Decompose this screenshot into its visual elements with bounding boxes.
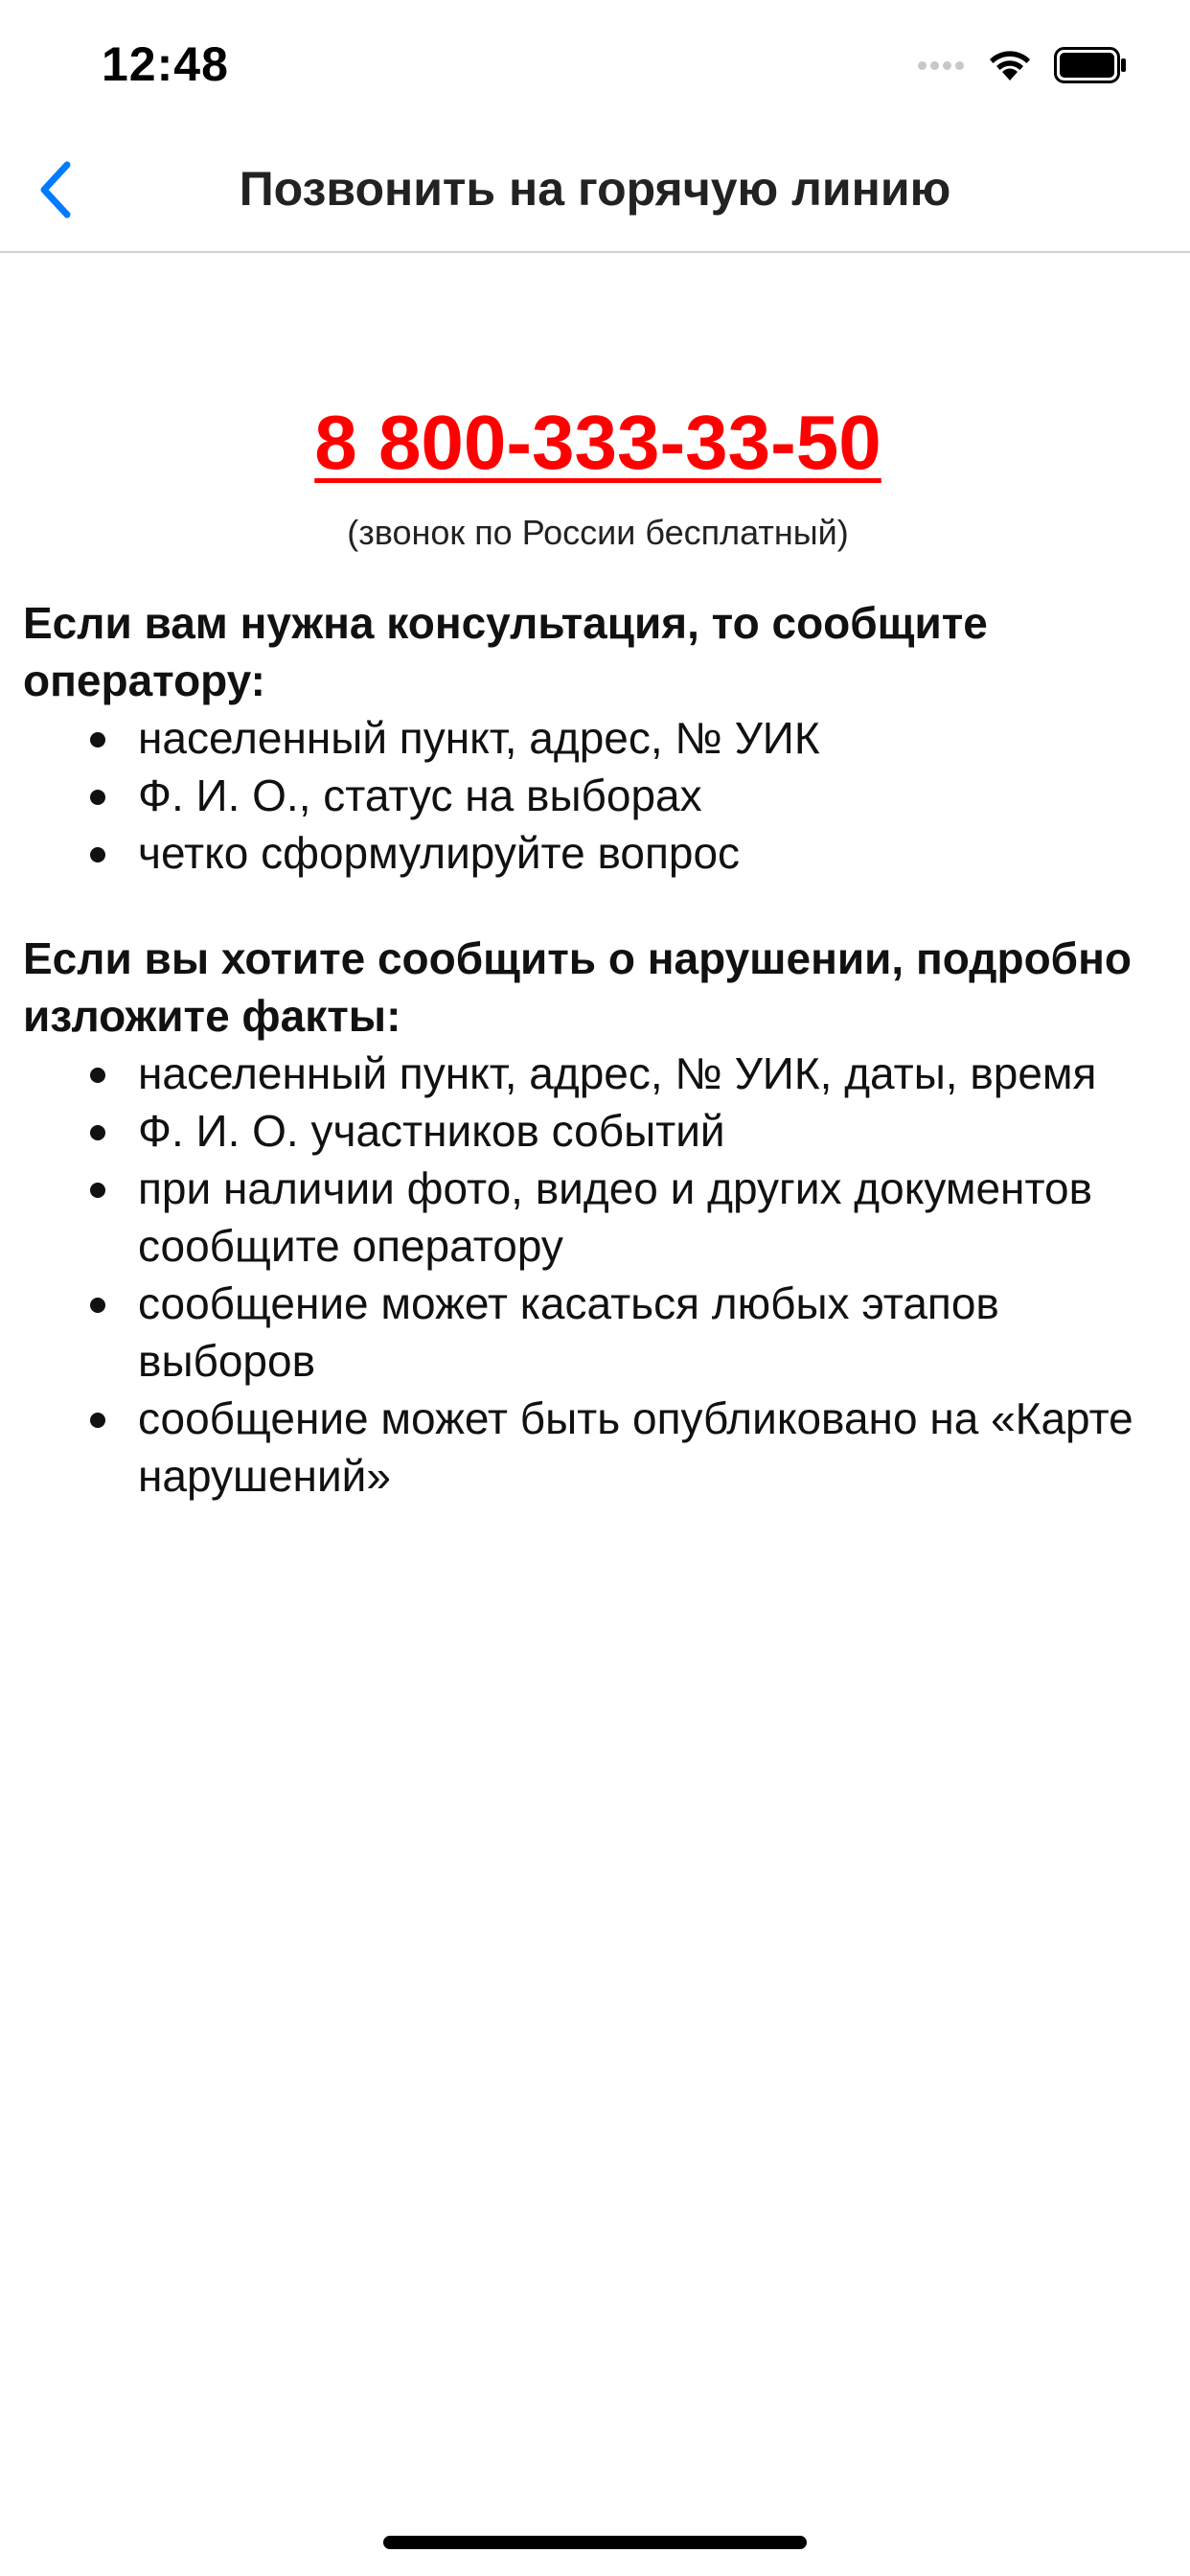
chevron-left-icon <box>36 159 75 220</box>
back-button[interactable] <box>19 153 92 226</box>
battery-icon <box>1054 47 1127 83</box>
hotline-phone-link[interactable]: 8 800-333-33-50 <box>314 400 881 485</box>
home-indicator[interactable] <box>383 2536 807 2549</box>
list-item: населенный пункт, адрес, № УИК, даты, время <box>23 1045 1173 1102</box>
cellular-signal-icon <box>918 61 968 70</box>
status-bar <box>0 0 1190 126</box>
hotline-note: (звонок по России бесплатный) <box>347 513 849 552</box>
list-item: сообщение может быть опубликовано на «Карте нарушений» <box>23 1390 1173 1505</box>
navigation-bar <box>0 126 1190 253</box>
violation-list <box>23 1045 1173 1505</box>
list-item: населенный пункт, адрес, № УИК <box>23 709 1173 767</box>
list-item: Ф. И. О. участников событий <box>23 1102 1173 1160</box>
status-time: 12:48 <box>102 37 229 91</box>
wifi-icon <box>987 48 1033 82</box>
consultation-heading: Если вам нужна консультация, то сообщите оператору: <box>23 598 988 705</box>
violation-heading: Если вы хотите сообщить о нарушении, подробно изложите факты: <box>23 933 1132 1041</box>
content <box>23 253 1173 1505</box>
page-title: Позвонить на горячую линию <box>239 162 951 216</box>
consultation-list <box>23 709 1173 882</box>
list-item: при наличии фото, видео и других документов сообщите оператору <box>23 1160 1173 1275</box>
list-item: Ф. И. О., статус на выборах <box>23 767 1173 824</box>
status-icons <box>918 44 1127 86</box>
list-item: четко сформулируйте вопрос <box>23 824 1173 882</box>
list-item: сообщение может касаться любых этапов выборов <box>23 1275 1173 1390</box>
